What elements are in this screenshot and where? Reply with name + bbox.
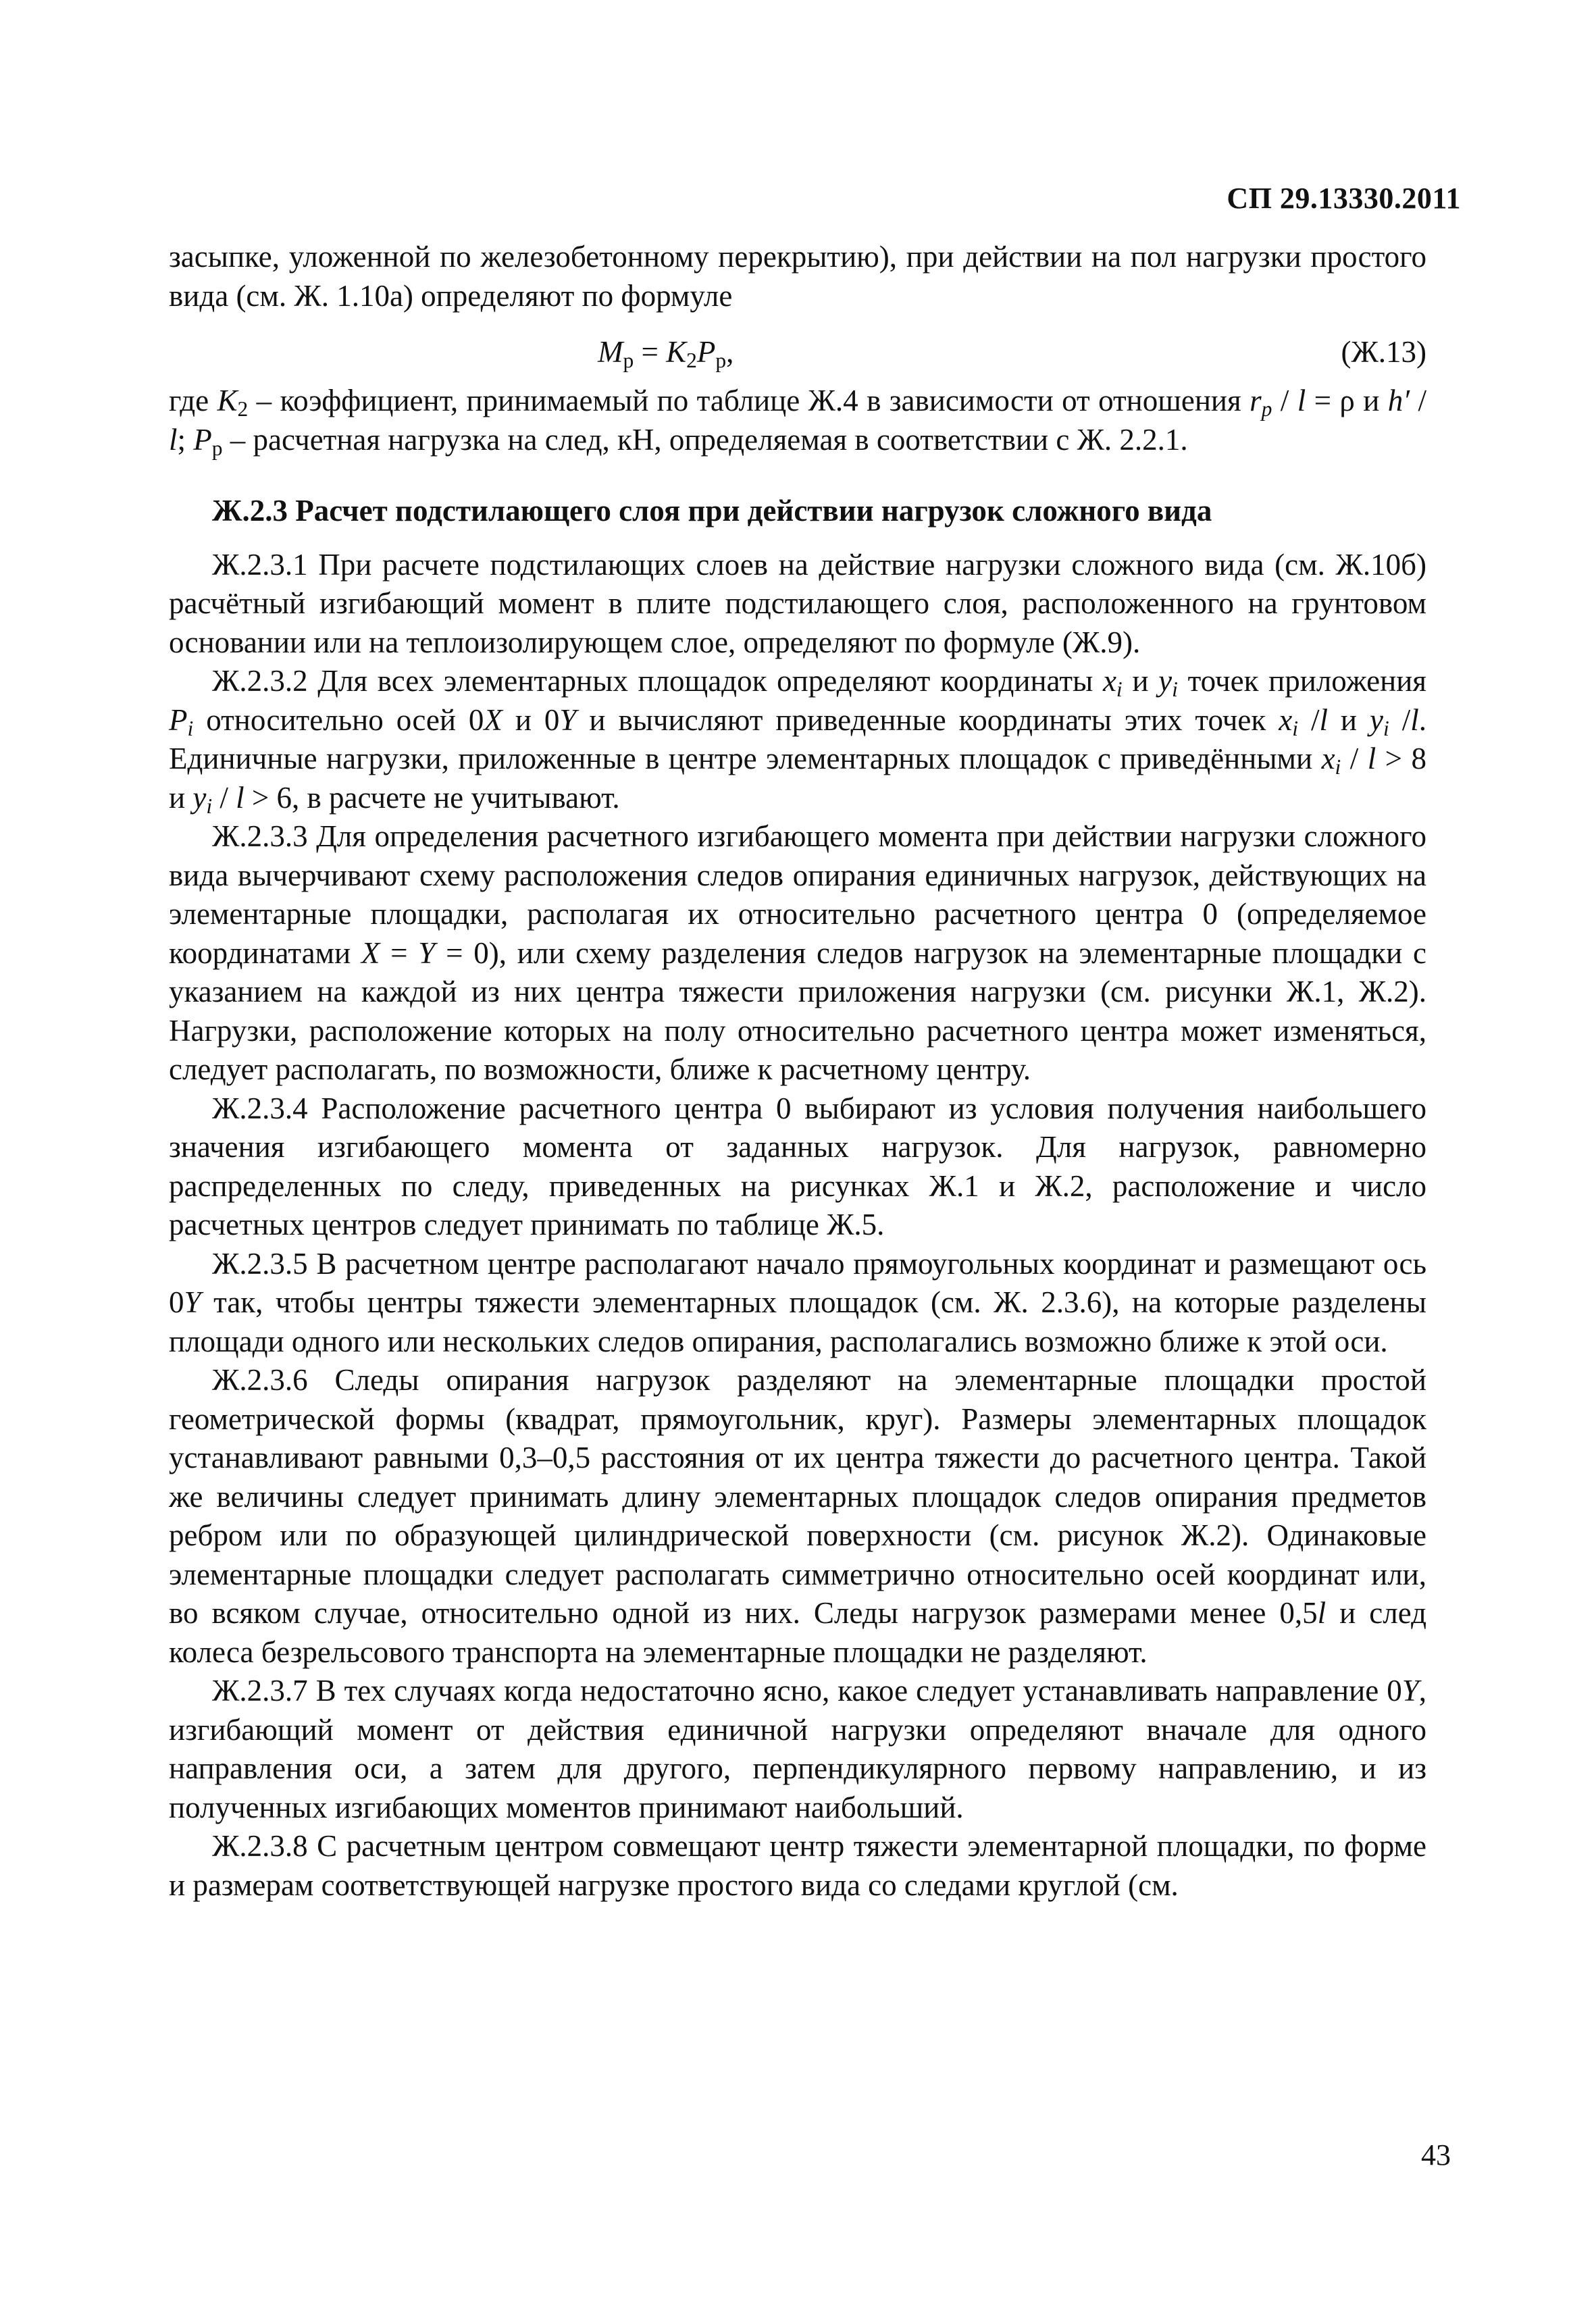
formula-zh13: $M_р = K_2P_р$, bbox=[598, 335, 734, 372]
section-heading: Ж.2.3 Расчет подстилающего слоя при действии нагрузок сложного вида bbox=[212, 494, 1212, 528]
document-body bbox=[169, 238, 1426, 1905]
where-explanation: где $K_2$ – коэффициент, принимаемый по таблице Ж.4 в зависимости от отношения $r_p / l = \rho$ и h′ / l; $P_р$ – расчетная нагрузка на след, кН, определяемая в соответствии с Ж. 2.2.1. bbox=[169, 384, 1426, 460]
document-code-header: СП 29.13330.2011 bbox=[1227, 182, 1461, 215]
paragraph-2-3-6: Ж.2.3.6 Следы опирания нагрузок разделяют на элементарные площадки простой геометрической формы (квадрат, прямоугольник, круг). Размеры элементарных площадок устанавливают равными 0,3–0,5 расстояния от их центра тяжести до расчетного центра. Такой же величины следует принимать длину элементарных площадок следов опирания предметов ребром или по образующей цилиндрической поверхности (см. рисунок Ж.2). Одинаковые элементарные площадки следует располагать симметрично относительно осей координат или, во всяком случае, относительно одной из них. Следы нагрузок размерами менее 0,5l и след колеса безрельсового транспорта на элементарные площадки не разделяют. bbox=[169, 1363, 1426, 1669]
paragraph-2-3-2: Ж.2.3.2 Для всех элементарных площадок определяют координаты $x_i$ и $y_i$ точек приложения $P_i$ относительно осей 0X и 0Y и вычисляют приведенные координаты этих точек $x_i$ /l и $y_i$ /l. Единичные нагрузки, приложенные в центре элементарных площадок с приведёнными $x_i / l > 8$ и $y_i / l > 6$, в расчете не учитывают. bbox=[169, 664, 1426, 818]
formula-block bbox=[169, 333, 1426, 375]
paragraph-2-3-4: Ж.2.3.4 Расположение расчетного центра 0 выбирают из условия получения наибольшего значения изгибающего момента от заданных нагрузок. Для нагрузок, равномерно распределенных по следу, приведенных на рисунках Ж.1 и Ж.2, расположение и число расчетных центров следует принимать по таблице Ж.5. bbox=[169, 1091, 1426, 1241]
paragraph-2-3-7: Ж.2.3.7 В тех случаях когда недостаточно ясно, какое следует устанавливать направление 0Y, изгибающий момент от действия единичной нагрузки определяют вначале для одного направления оси, а затем для другого, перпендикулярного первому направлению, и из полученных изгибающих моментов принимают наибольший. bbox=[169, 1674, 1426, 1824]
intro-paragraph: засыпке, уложенной по железобетонному перекрытию), при действии на пол нагрузки простого вида (см. Ж. 1.10а) определяют по формуле bbox=[169, 240, 1426, 313]
paragraph-2-3-1: Ж.2.3.1 При расчете подстилающих слоев на действие нагрузки сложного вида (см. Ж.10б) расчётный изгибающий момент в плите подстилающего слоя, расположенного на грунтовом основании или на теплоизолирующем слое, определяют по формуле (Ж.9). bbox=[169, 547, 1426, 659]
paragraph-2-3-8: Ж.2.3.8 С расчетным центром совмещают центр тяжести элементарной площадки, по форме и размерам соответствующей нагрузке простого вида со следами круглой (см. bbox=[169, 1829, 1426, 1902]
paragraph-2-3-3: Ж.2.3.3 Для определения расчетного изгибающего момента при действии нагрузки сложного вида вычерчивают схему расположения следов опирания единичных нагрузок, действующих на элементарные площадки, располагая их относительно расчетного центра 0 (определяемое координатами X = Y = 0), или схему разделения следов нагрузок на элементарные площадки с указанием на каждой из них центра тяжести приложения нагрузки (см. рисунки Ж.1, Ж.2). Нагрузки, расположение которых на полу относительно расчетного центра может изменяться, следует располагать, по возможности, ближе к расчетному центру. bbox=[169, 819, 1426, 1086]
page-number: 43 bbox=[1421, 2138, 1451, 2171]
formula-number: (Ж.13) bbox=[1341, 335, 1426, 369]
paragraph-2-3-5: Ж.2.3.5 В расчетном центре располагают начало прямоугольных координат и размещают ось 0Y так, чтобы центры тяжести элементарных площадок (см. Ж. 2.3.6), на которые разделены площади одного или нескольких следов опирания, располагались возможно ближе к этой оси. bbox=[169, 1246, 1426, 1358]
